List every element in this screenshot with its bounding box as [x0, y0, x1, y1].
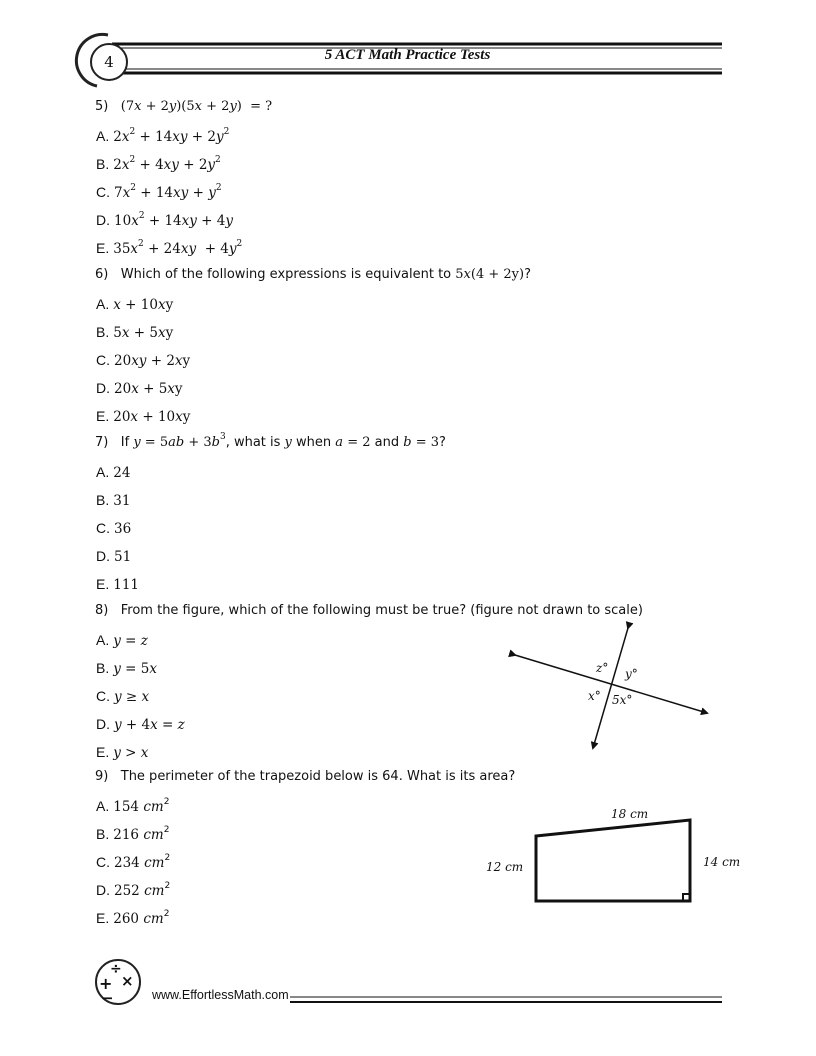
option-5c[interactable]: C. $7x^2 + 14xy + y^2$ [96, 183, 222, 201]
option-5e[interactable]: E. $35x^2 + 24xy + 4y^2$ [96, 239, 243, 257]
svg-text:×: × [121, 972, 134, 990]
trapezoid-shape [536, 820, 690, 901]
page-number: 4 [90, 43, 128, 81]
option-6d[interactable]: D. 20x + 5xy [96, 380, 183, 397]
angle-label-z: z° [596, 661, 609, 675]
option-6c[interactable]: C. 20xy + 2xy [96, 352, 191, 369]
intersecting-lines-figure [495, 620, 725, 760]
option-9c[interactable]: C. 234 $cm^2$ [96, 853, 171, 871]
option-8b[interactable]: B. y = 5x [96, 660, 157, 677]
option-5a[interactable]: A. $2x^2 + 14xy + 2y^2$ [96, 127, 230, 145]
angle-label-5x: 5x° [612, 693, 633, 707]
angle-label-y: y° [625, 667, 638, 681]
option-8e[interactable]: E. y > x [96, 744, 149, 761]
option-5d[interactable]: D. $10x^2 + 14xy + 4y$ [96, 211, 233, 229]
question-9 [95, 769, 515, 784]
question-text: The perimeter of the trapezoid below is 64. What is its area? [120, 769, 516, 784]
trapezoid-label-left: 12 cm [486, 860, 524, 874]
question-5 [95, 99, 272, 114]
option-9b[interactable]: B. 216 $cm^2$ [96, 825, 170, 843]
question-5-expression: (7x + 2y)(5x + 2y) = ? [120, 99, 273, 114]
question-8 [95, 603, 643, 618]
trapezoid-label-top: 18 cm [611, 807, 649, 821]
question-number: 6) [95, 267, 109, 282]
math-symbols-logo [92, 955, 152, 1010]
svg-text:÷: ÷ [110, 961, 122, 977]
option-7e[interactable]: E. 111 [96, 576, 140, 593]
question-6: 6) Which of the following expressions is equivalent to 5x(4 + 2y)? [95, 267, 531, 282]
question-number: 8) [95, 603, 109, 618]
question-number: 7) [95, 435, 109, 450]
footer-rules [290, 995, 725, 1007]
option-7c[interactable]: C. 36 [96, 520, 132, 537]
trapezoid-figure [525, 810, 705, 910]
option-8d[interactable]: D. y + 4x = z [96, 716, 185, 733]
question-text: Which of the following expressions is equivalent to [120, 267, 452, 282]
question-text: From the figure, which of the following must be true? (figure not drawn to scale) [120, 603, 643, 618]
option-7a[interactable]: A. 24 [96, 464, 131, 481]
option-7b[interactable]: B. 31 [96, 492, 131, 509]
option-8c[interactable]: C. y ≥ x [96, 688, 150, 705]
svg-text:−: − [101, 989, 114, 1007]
question-7: 7) If $y = 5ab + 3b^3$, what is y when a = 2 and b = 3? [95, 432, 446, 450]
question-number: 9) [95, 769, 109, 784]
option-9a[interactable]: A. 154 $cm^2$ [96, 797, 170, 815]
option-9d[interactable]: D. 252 $cm^2$ [96, 881, 171, 899]
trapezoid-label-right: 14 cm [703, 855, 741, 869]
svg-text:+: + [99, 974, 113, 993]
option-6e[interactable]: E. 20x + 10xy [96, 408, 191, 425]
option-5b[interactable]: B. $2x^2 + 4xy + 2y^2$ [96, 155, 221, 173]
option-6b[interactable]: B. 5x + 5xy [96, 324, 174, 341]
question-number: 5) [95, 99, 109, 114]
option-6a[interactable]: A. x + 10xy [96, 296, 174, 313]
option-8a[interactable]: A. y = z [96, 632, 148, 649]
footer-url[interactable]: www.EffortlessMath.com [152, 988, 289, 1002]
option-9e[interactable]: E. 260 $cm^2$ [96, 909, 170, 927]
option-7d[interactable]: D. 51 [96, 548, 132, 565]
page-title: 5 ACT Math Practice Tests [324, 47, 491, 63]
angle-label-x: x° [588, 689, 601, 703]
